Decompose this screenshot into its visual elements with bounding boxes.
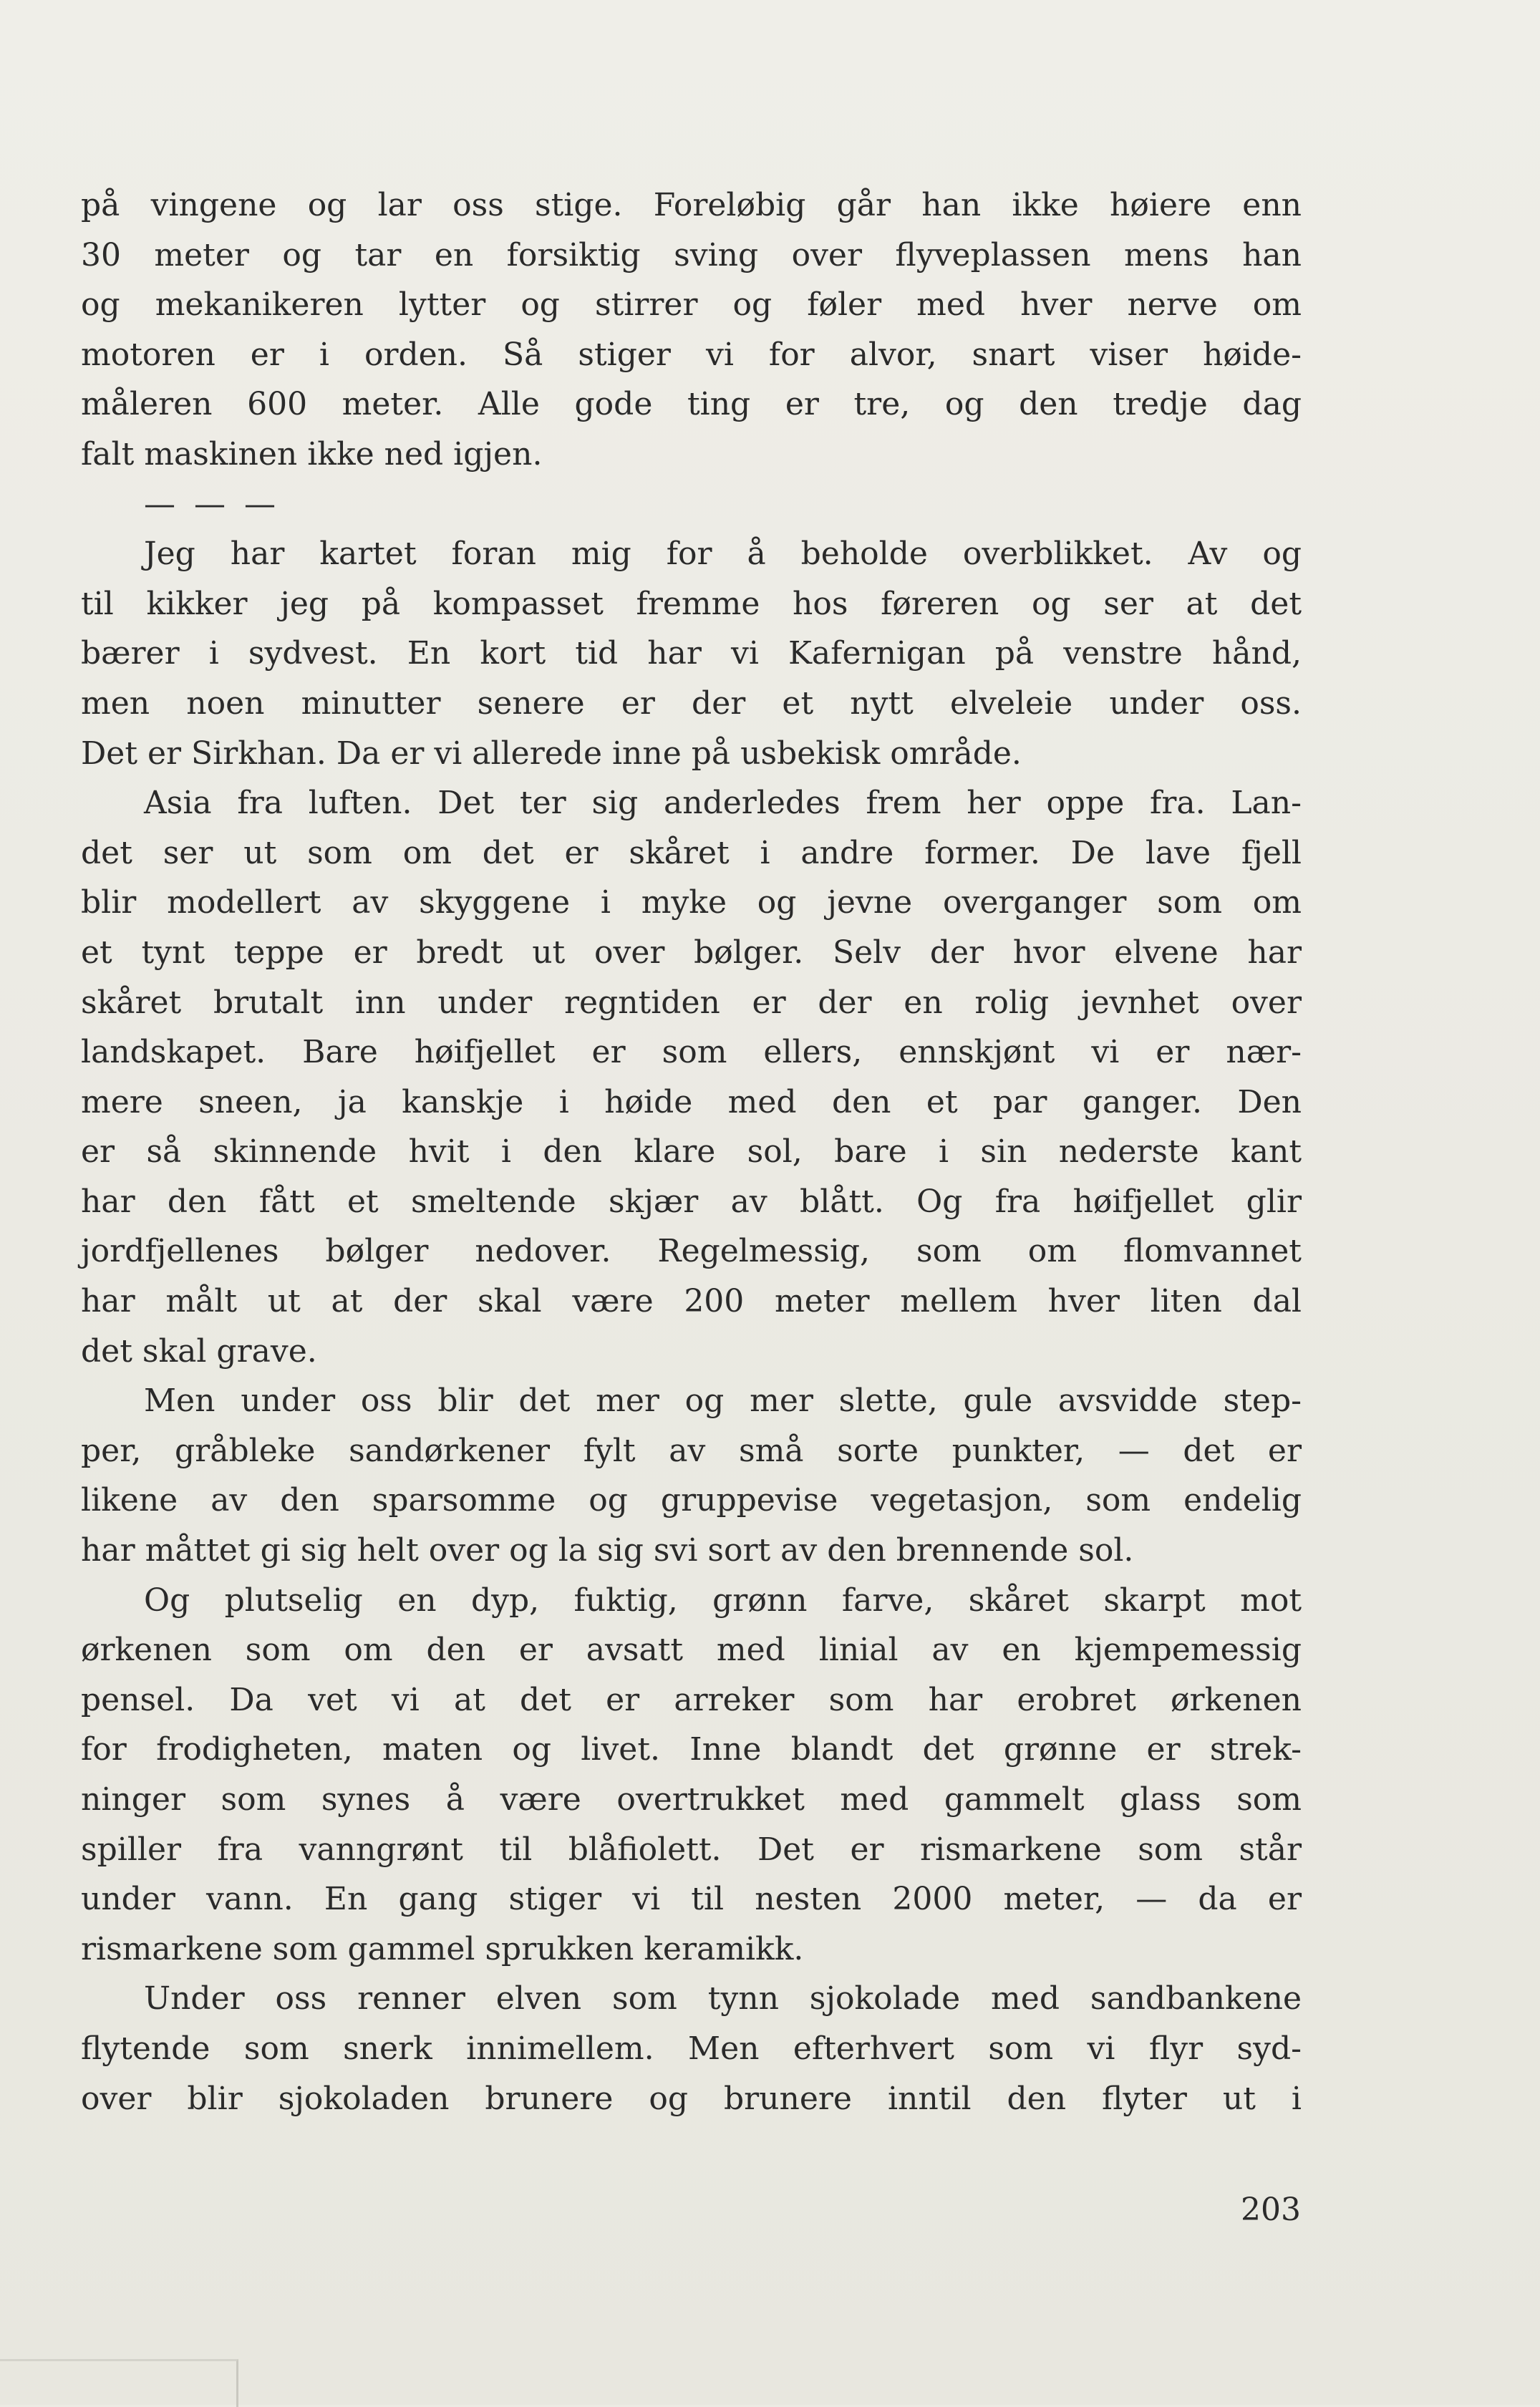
text-line: har målt ut at der skal være 200 meter mellem hver liten dal [81, 1283, 1302, 1320]
page-corner-edge [0, 2359, 238, 2407]
page-body-text [81, 180, 1302, 2123]
text-line: har måttet gi sig helt over og la sig svi sort av den brennende sol. [81, 1532, 1134, 1569]
text-line: flytende som snerk innimellem. Men efterhvert som vi flyr syd- [81, 2030, 1302, 2067]
text-line: jordfjellenes bølger nedover. Regelmessig, som om flomvannet [81, 1233, 1302, 1270]
text-line: motoren er i orden. Så stiger vi for alvor, snart viser høide- [81, 336, 1302, 373]
text-line: over blir sjokoladen brunere og brunere inntil den flyter ut i [81, 2080, 1302, 2117]
text-line: skåret brutalt inn under regntiden er der en rolig jevnhet over [81, 984, 1302, 1021]
section-separator: — — — [144, 485, 280, 523]
text-line: og mekanikeren lytter og stirrer og føler med hver nerve om [81, 286, 1302, 324]
text-line: Jeg har kartet foran mig for å beholde overblikket. Av og [144, 536, 1302, 573]
text-line: ørkenen som om den er avsatt med linial av en kjempemessig [81, 1632, 1302, 1669]
text-line: det ser ut som om det er skåret i andre former. De lave fjell [81, 834, 1302, 871]
text-line: Asia fra luften. Det ter sig anderledes frem her oppe fra. Lan- [144, 785, 1302, 822]
text-line: spiller fra vanngrønt til blåfiolett. Det er rismarkene som står [81, 1831, 1302, 1868]
text-line: rismarkene som gammel sprukken keramikk. [81, 1930, 804, 1967]
text-line: til kikker jeg på kompasset fremme hos føreren og ser at det [81, 585, 1302, 622]
text-line: Under oss renner elven som tynn sjokolade med sandbankene [144, 1980, 1302, 2018]
text-line: 30 meter og tar en forsiktig sving over flyveplassen mens han [81, 236, 1302, 273]
text-line: har den fått et smeltende skjær av blått. Og fra høifjellet glir [81, 1183, 1302, 1220]
text-line: et tynt teppe er bredt ut over bølger. Selv der hvor elvene har [81, 934, 1302, 971]
text-line: det skal grave. [81, 1332, 317, 1370]
text-line: blir modellert av skyggene i myke og jevne overganger som om [81, 884, 1302, 921]
text-line: pensel. Da vet vi at det er arreker som har erobret ørkenen [81, 1681, 1302, 1718]
text-line: men noen minutter senere er der et nytt elveleie under oss. [81, 684, 1302, 722]
text-line: Og plutselig en dyp, fuktig, grønn farve, skåret skarpt mot [144, 1582, 1302, 1619]
text-line: er så skinnende hvit i den klare sol, bare i sin nederste kant [81, 1133, 1302, 1171]
page-number: 203 [1241, 2192, 1301, 2228]
text-line: likene av den sparsomme og gruppevise vegetasjon, som endelig [81, 1482, 1302, 1519]
text-line: Det er Sirkhan. Da er vi allerede inne på usbekisk område. [81, 735, 1022, 772]
text-line: Men under oss blir det mer og mer slette, gule avsvidde step- [144, 1382, 1302, 1420]
text-line: bærer i sydvest. En kort tid har vi Kafernigan på venstre hånd, [81, 635, 1302, 672]
text-line: falt maskinen ikke ned igjen. [81, 435, 543, 473]
text-line: ninger som synes å være overtrukket med gammelt glass som [81, 1781, 1302, 1818]
text-line: under vann. En gang stiger vi til nesten 2000 meter, — da er [81, 1881, 1302, 1918]
text-line: mere sneen, ja kanskje i høide med den et par ganger. Den [81, 1083, 1302, 1120]
text-line: landskapet. Bare høifjellet er som ellers, ennskjønt vi er nær- [81, 1034, 1302, 1071]
text-line: på vingene og lar oss stige. Foreløbig går han ikke høiere enn [81, 187, 1302, 223]
text-line: måleren 600 meter. Alle gode ting er tre, og den tredje dag [81, 386, 1302, 423]
text-line: per, gråbleke sandørkener fylt av små sorte punkter, — det er [81, 1432, 1302, 1469]
text-line: for frodigheten, maten og livet. Inne blandt det grønne er strek- [81, 1731, 1302, 1768]
